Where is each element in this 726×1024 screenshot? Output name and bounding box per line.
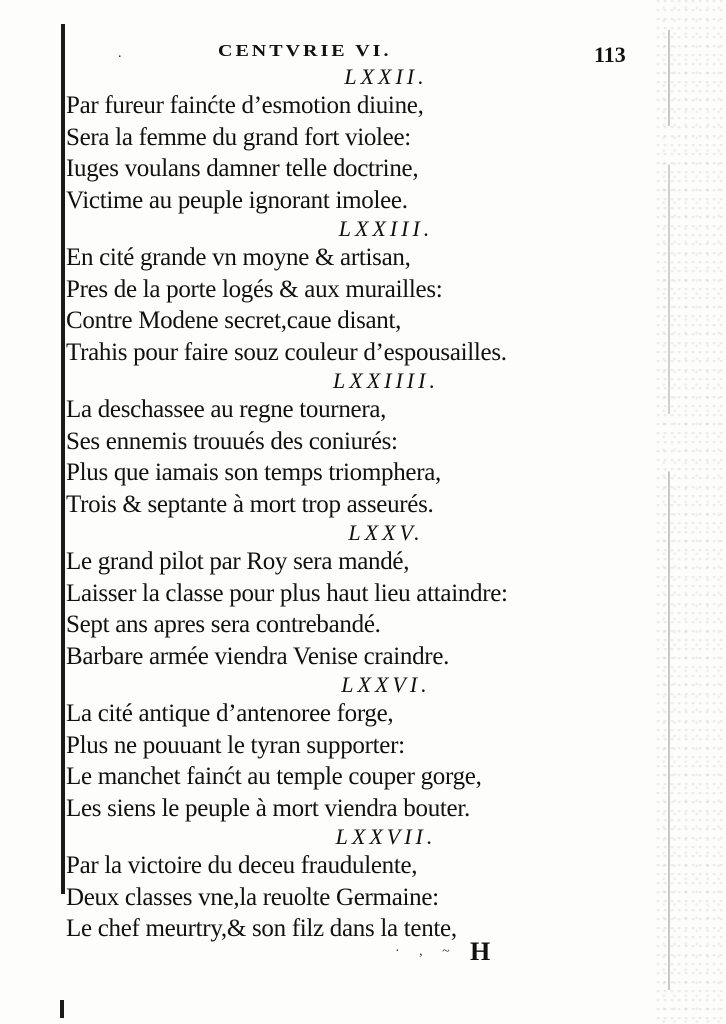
right-edge-speckle xyxy=(656,0,726,1024)
running-head xyxy=(70,40,670,66)
verse-line: Deux classes vne,la reuolte Germaine: xyxy=(66,883,439,911)
signature-mark: H xyxy=(470,937,491,966)
quatrain-number: LXXIII. xyxy=(338,216,434,241)
verse-line: La cité antique d’antenoree forge, xyxy=(66,700,394,727)
verse-line: Victime au peuple ignorant imolee. xyxy=(66,186,408,214)
verse-line: Par fureur fainćte d’esmotion diuine, xyxy=(66,92,424,119)
ink-specks: · , ~ xyxy=(395,944,458,959)
quatrain-number: LXXV. xyxy=(348,520,424,545)
running-head-title: CENTVRIE VI. xyxy=(218,41,392,61)
binding-edge-rule-bottom xyxy=(60,1000,64,1018)
verse-line: Pres de la porte logés & aux murailles: xyxy=(66,275,443,303)
verse-line: Par la victoire du deceu fraudulente, xyxy=(66,852,418,879)
page-number: 113 xyxy=(594,42,626,67)
verse-line: Plus ne pouuant le tyran supporter: xyxy=(66,731,405,759)
quatrain-number: LXXIIII. xyxy=(333,368,439,393)
verse-line: Barbare armée viendra Venise craindre. xyxy=(66,642,450,670)
verse-line: La deschassee au regne tournera, xyxy=(66,396,387,423)
verse-line: Les siens le peuple à mort viendra bouter. xyxy=(66,794,470,822)
quatrain-77 xyxy=(66,824,666,945)
verse-line: Contre Modene secret,caue disant, xyxy=(66,307,402,334)
verse-line: Sept ans apres sera contrebandé. xyxy=(66,611,381,638)
quatrain-76 xyxy=(66,672,666,824)
binding-edge-rule xyxy=(61,24,65,894)
verse-line: Trahis pour faire souz couleur d’espousailles. xyxy=(66,338,507,366)
quatrain-73 xyxy=(66,216,666,368)
verse-line: Sera la femme du grand fort violee: xyxy=(66,123,411,151)
verse-line: Iuges voulans damner telle doctrine, xyxy=(66,155,419,182)
verse-line: Plus que iamais son temps triomphera, xyxy=(66,459,441,486)
verse-line: Trois & septante à mort trop asseurés. xyxy=(66,490,434,518)
verse-line: Le grand pilot par Roy sera mandé, xyxy=(66,548,410,575)
verse-line: En cité grande vn moyne & artisan, xyxy=(66,244,411,271)
quatrain-number: LXXVI. xyxy=(341,672,431,697)
verse-line: Laisser la classe pour plus haut lieu attaindre: xyxy=(66,579,508,607)
quatrain-number: LXXII. xyxy=(344,64,428,89)
quatrain-number: LXXVII. xyxy=(335,824,437,849)
quatrain-74 xyxy=(66,368,666,520)
quatrain-column xyxy=(66,64,666,945)
verse-line: Le chef meurtry,& son filz dans la tente, xyxy=(66,915,457,942)
quatrain-75 xyxy=(66,520,666,672)
verse-line: Le manchet fainćt au temple couper gorge, xyxy=(66,763,482,790)
verse-line: Ses ennemis trouués des coniurés: xyxy=(66,427,398,455)
quatrain-72 xyxy=(66,64,666,216)
running-head-ornament: . xyxy=(118,46,122,61)
